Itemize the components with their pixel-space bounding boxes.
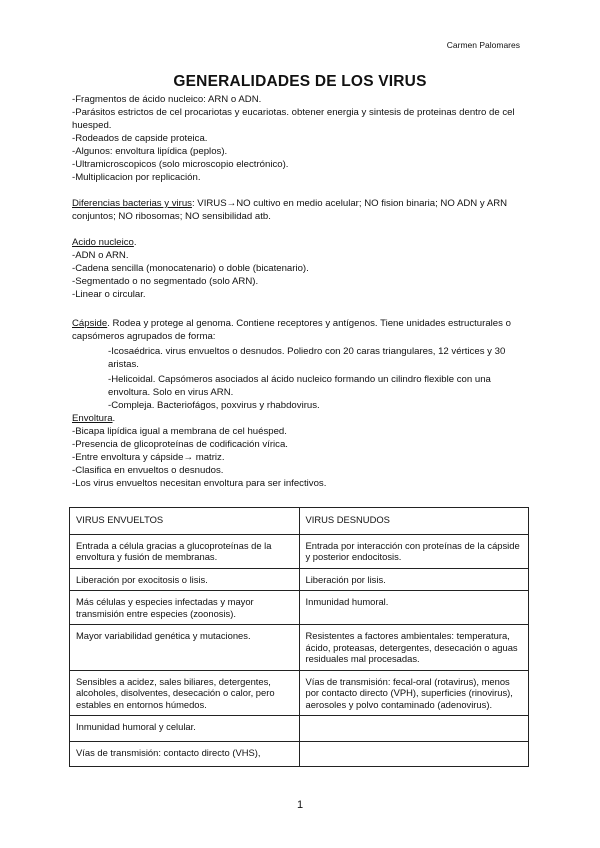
list-item: -Algunos: envoltura lipídica (peplos). — [72, 146, 228, 157]
table-cell — [299, 716, 529, 742]
heading-suffix: . — [133, 237, 137, 248]
table-row — [70, 534, 529, 568]
author-name: Carmen Palomares — [446, 40, 520, 50]
differences-heading: Diferencias bacterias y virus — [72, 198, 192, 209]
document-body — [72, 93, 532, 490]
envelope-heading: Envoltura — [72, 413, 113, 424]
list-item: -Linear o circular. — [72, 289, 146, 300]
nucleic-acid-heading: Acido nucleico — [72, 237, 134, 248]
page-number: 1 — [296, 799, 304, 811]
table-cell: Resistentes a factores ambientales: temperatura, ácido, proteasas, detergentes, desecación o aguas residuales mal procesadas. — [299, 625, 529, 671]
nucleic-acid-heading-line — [72, 236, 532, 249]
list-item: -Fragmentos de ácido nucleico: ARN o ADN. — [72, 94, 262, 105]
list-item: -Los virus envueltos necesitan envoltura para ser infectivos. — [72, 478, 327, 489]
table-row — [70, 591, 529, 625]
table-cell: Inmunidad humoral. — [299, 591, 529, 625]
list-item: -Presencia de glicoproteínas de codificación vírica. — [72, 439, 288, 450]
capsid-paragraph — [72, 317, 532, 343]
differences-paragraph — [72, 197, 532, 223]
table-cell: Sensibles a acidez, sales biliares, detergentes, alcoholes, disolventes, desecación o calor, pero estables en entornos húmedos. — [70, 670, 300, 716]
list-item: -Parásitos estrictos de cel procariotas y eucariotas. obtener energia y sintesis de proteinas dentro de cel huesped. — [72, 107, 515, 131]
capsid-type-complex: -Compleja. Bacteriofágos, poxvirus y rhabdovirus. — [108, 400, 320, 411]
list-item: -ADN o ARN. — [72, 250, 129, 261]
table-row — [70, 568, 529, 591]
table-row — [70, 741, 529, 767]
list-item: -Ultramicroscopicos (solo microscopio electrónico). — [72, 159, 289, 170]
table-cell: Más células y especies infectadas y mayor transmisión entre especies (zoonosis). — [70, 591, 300, 625]
table-row — [70, 716, 529, 742]
table-cell: Liberación por lisis. — [299, 568, 529, 591]
capsid-text: . Rodea y protege al genoma. Contiene receptores y antígenos. Tiene unidades estructurales o capsómeros agrupados de forma: — [72, 318, 511, 342]
page-title: GENERALIDADES DE LOS VIRUS — [173, 73, 427, 90]
comparison-table — [69, 507, 529, 767]
intro-list — [72, 93, 532, 184]
table-cell — [299, 741, 529, 767]
table-header-cell: VIRUS ENVUELTOS — [70, 508, 300, 535]
table-cell: Liberación por exocitosis o lisis. — [70, 568, 300, 591]
capsid-type-icosahedral: -Icosaédrica. virus envueltos o desnudos. Poliedro con 20 caras triangulares, 12 vértices y 30 aristas. — [108, 346, 506, 370]
table-cell: Vías de transmisión: contacto directo (VHS), — [70, 741, 300, 767]
list-item: -Entre envoltura y cápside→ matriz. — [72, 452, 225, 463]
list-item: -Segmentado o no segmentado (solo ARN). — [72, 276, 259, 287]
list-item: -Multiplicacion por replicación. — [72, 172, 201, 183]
table-header-cell: VIRUS DESNUDOS — [299, 508, 529, 535]
list-item: -Cadena sencilla (monocatenario) o doble (bicatenario). — [72, 263, 309, 274]
list-item: -Bicapa lipídica igual a membrana de cel huésped. — [72, 426, 287, 437]
table-cell: Vías de transmisión: fecal-oral (rotavirus), menos por contacto directo (VPH), superficies (rinovirus), aerosoles y polvo contaminado (adenovirus). — [299, 670, 529, 716]
envelope-heading-line — [72, 412, 532, 425]
table-cell: Inmunidad humoral y celular. — [70, 716, 300, 742]
list-item: -Clasifica en envueltos o desnudos. — [72, 465, 224, 476]
heading-suffix: . — [112, 413, 116, 424]
table-row — [70, 670, 529, 716]
table-cell: Entrada por interacción con proteínas de la cápside y posterior endocitosis. — [299, 534, 529, 568]
table-header-row — [70, 508, 529, 535]
capsid-type-helical: -Helicoidal. Capsómeros asociados al ácido nucleico formando un cilindro flexible con una envoltura. Solo en virus ARN. — [108, 374, 491, 398]
table-cell: Mayor variabilidad genética y mutaciones. — [70, 625, 300, 671]
capsid-heading: Cápside — [72, 318, 108, 329]
list-item: -Rodeados de capside proteica. — [72, 133, 208, 144]
table-cell: Entrada a célula gracias a glucoproteínas de la envoltura y fusión de membranas. — [70, 534, 300, 568]
differences-text: : VIRUS→NO cultivo en medio acelular; NO fision binaria; NO ADN y ARN conjuntos; NO ribosomas; NO sensibilidad atb. — [72, 198, 508, 222]
table-row — [70, 625, 529, 671]
